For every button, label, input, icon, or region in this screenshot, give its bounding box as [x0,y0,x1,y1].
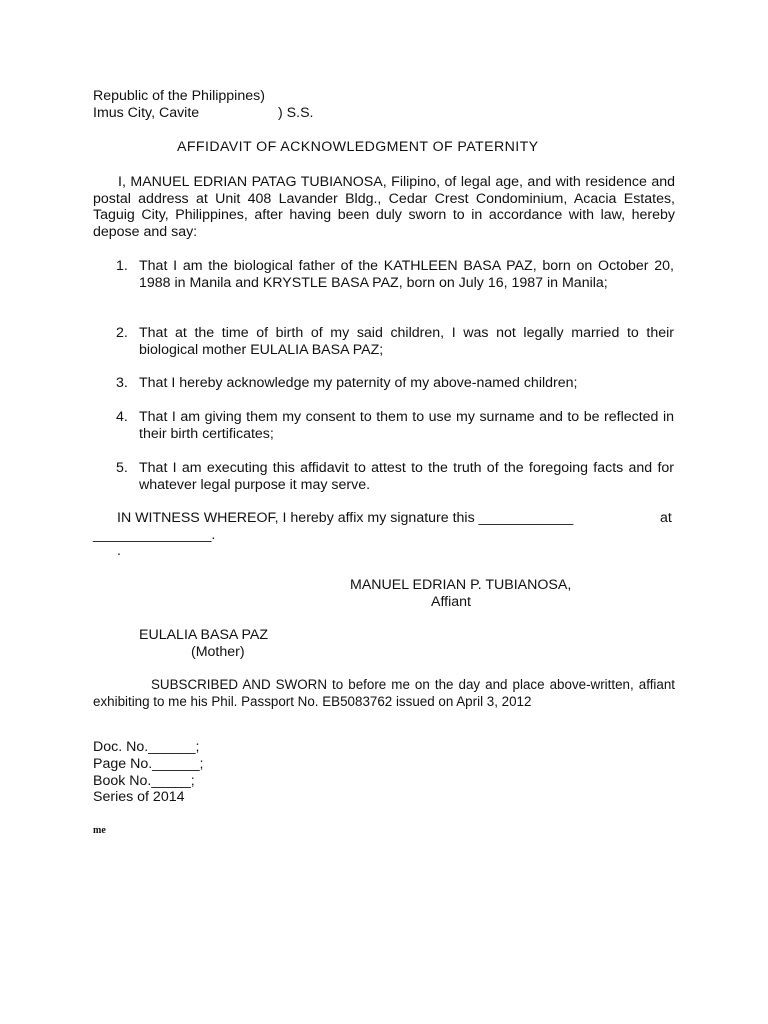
list-number: 2. [116,325,128,341]
book-number: Book No._____; [93,773,195,789]
list-number: 3. [116,375,128,391]
list-text: That at the time of birth of my said children, I was not legally married to their biological mother EULALIA BASA PAZ; [139,325,674,358]
witness-at: at [660,510,672,526]
jurat-paragraph: SUBSCRIBED AND SWORN to before me on the day and place above-written, affiant exhibiting to me his Phil. Passport No. EB5083762 issued on April 3, 2012 [93,677,675,709]
list-text: That I am the biological father of the KATHLEEN BASA PAZ, born on October 20, 1988 in Manila and KRYSTLE BASA PAZ, born on July 16, 1987 in Manila; [139,258,674,291]
affiant-role: Affiant [431,594,471,610]
venue-ss: ) S.S. [278,105,314,121]
doc-number: Doc. No.______; [93,739,200,755]
intro-paragraph: I, MANUEL EDRIAN PATAG TUBIANOSA, Filipino, of legal age, and with residence and postal address at Unit 408 Lavander Bldg., Cedar Crest Condominium, Acacia Estates, Taguig City, Philippines, after having been duly sworn to in accordance with law, hereby depose and say: [93,174,675,240]
witness-place-blank: _______________. [93,527,216,543]
document-title: AFFIDAVIT OF ACKNOWLEDGMENT OF PATERNITY [177,139,539,155]
venue-line-1: Republic of the Philippines) [93,88,265,104]
series-year: Series of 2014 [93,789,185,805]
mother-role: (Mother) [191,644,245,660]
list-text: That I hereby acknowledge my paternity of my above-named children; [139,375,578,391]
venue-line-2: Imus City, Cavite [93,105,200,121]
stray-dot: . [117,543,121,559]
witness-clause: IN WITNESS WHEREOF, I hereby affix my signature this ____________ [117,510,574,526]
mother-name: EULALIA BASA PAZ [139,627,269,643]
list-number: 1. [116,258,128,274]
list-number: 5. [116,460,128,476]
list-text: That I am executing this affidavit to attest to the truth of the foregoing facts and for whatever legal purpose it may serve. [139,460,674,493]
footer-mark: me [93,825,106,836]
list-text: That I am giving them my consent to them to use my surname and to be reflected in their birth certificates; [139,409,674,442]
page-number: Page No.______; [93,756,204,772]
list-number: 4. [116,409,128,425]
affiant-name: MANUEL EDRIAN P. TUBIANOSA, [350,577,572,593]
